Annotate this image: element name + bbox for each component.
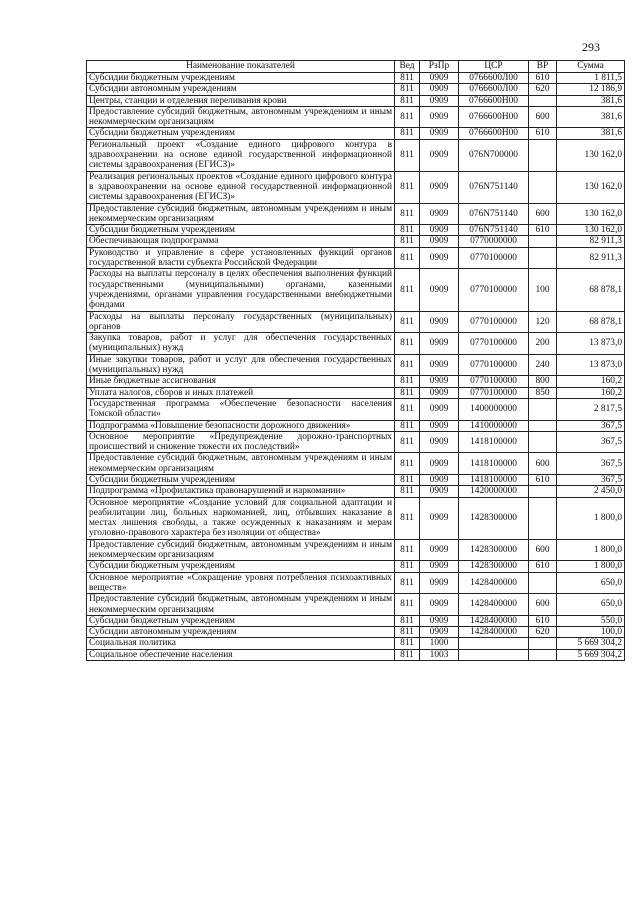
table-row: [87, 354, 625, 376]
cell-rzpr: 0909: [420, 106, 459, 128]
cell-csr: 0770100000: [459, 354, 529, 376]
budget-table: [86, 60, 625, 661]
cell-vr: 600: [529, 594, 557, 616]
cell-sum: 1 811,5: [557, 73, 625, 84]
cell-rzpr: 0909: [420, 539, 459, 561]
cell-name: Государственная программа «Обеспечение безопасности населения Томской области»: [87, 398, 395, 420]
cell-csr: 076N751140: [459, 203, 529, 225]
table-row: [87, 247, 625, 269]
cell-sum: 5 669 304,2: [557, 638, 625, 649]
cell-vr: 800: [529, 376, 557, 387]
cell-name: Предоставление субсидий бюджетным, автономным учреждениям и иным некоммерческим организациям: [87, 453, 395, 475]
cell-ved: 811: [395, 627, 420, 638]
cell-vr: [529, 486, 557, 497]
table-row: [87, 497, 625, 539]
cell-ved: 811: [395, 572, 420, 594]
cell-rzpr: 0909: [420, 561, 459, 572]
cell-vr: 240: [529, 354, 557, 376]
cell-csr: 0766600Л00: [459, 84, 529, 95]
cell-rzpr: 0909: [420, 474, 459, 485]
cell-ved: 811: [395, 311, 420, 333]
cell-name: Расходы на выплаты персоналу в целях обеспечения выполнения функций государственными (муниципальными) органами, казенными учреждениями, органами управления государственными внебюджетными фондами: [87, 269, 395, 311]
cell-csr: 0770100000: [459, 333, 529, 355]
cell-rzpr: 0909: [420, 572, 459, 594]
cell-vr: 620: [529, 84, 557, 95]
cell-ved: 811: [395, 171, 420, 203]
cell-vr: [529, 398, 557, 420]
cell-csr: 1428300000: [459, 497, 529, 539]
cell-sum: 82 911,3: [557, 236, 625, 247]
cell-vr: [529, 236, 557, 247]
cell-rzpr: 0909: [420, 333, 459, 355]
cell-ved: 811: [395, 95, 420, 106]
table-row: [87, 638, 625, 649]
cell-vr: [529, 497, 557, 539]
cell-csr: 0770000000: [459, 236, 529, 247]
cell-vr: 610: [529, 615, 557, 626]
cell-rzpr: 0909: [420, 247, 459, 269]
cell-name: Подпрограмма «Профилактика правонарушений и наркомании»: [87, 486, 395, 497]
table-row: [87, 431, 625, 453]
cell-sum: 100,0: [557, 627, 625, 638]
cell-ved: 811: [395, 649, 420, 660]
table-body: [87, 73, 625, 661]
table-row: [87, 84, 625, 95]
table-row: [87, 269, 625, 311]
cell-csr: 1428300000: [459, 561, 529, 572]
cell-sum: 1 800,0: [557, 497, 625, 539]
cell-name: Региональный проект «Создание единого цифрового контура в здравоохранении на основе единой государственной информационной системы здравоохранения (ЕГИСЗ)»: [87, 139, 395, 171]
cell-sum: 381,6: [557, 95, 625, 106]
cell-csr: 0766600Н00: [459, 106, 529, 128]
cell-vr: [529, 139, 557, 171]
cell-ved: 811: [395, 615, 420, 626]
cell-csr: 1428400000: [459, 594, 529, 616]
cell-sum: 381,6: [557, 128, 625, 139]
cell-vr: 850: [529, 387, 557, 398]
cell-csr: 1420000000: [459, 486, 529, 497]
cell-sum: 2 817,5: [557, 398, 625, 420]
cell-name: Подпрограмма «Повышение безопасности дорожного движения»: [87, 420, 395, 431]
cell-ved: 811: [395, 474, 420, 485]
table-row: [87, 594, 625, 616]
cell-csr: 0770100000: [459, 311, 529, 333]
table-row: [87, 106, 625, 128]
cell-sum: 160,2: [557, 376, 625, 387]
table-row: [87, 572, 625, 594]
cell-ved: 811: [395, 387, 420, 398]
cell-sum: 68 878,1: [557, 269, 625, 311]
cell-ved: 811: [395, 106, 420, 128]
cell-rzpr: 0909: [420, 139, 459, 171]
cell-name: Основное мероприятие «Предупреждение дорожно-транспортных происшествий и снижение тяжести их последствий»: [87, 431, 395, 453]
cell-vr: 600: [529, 539, 557, 561]
cell-sum: 130 162,0: [557, 139, 625, 171]
cell-name: Реализация региональных проектов «Создание единого цифрового контура в здравоохранении на основе единой государственной информационной системы здравоохранения (ЕГИСЗ)»: [87, 171, 395, 203]
table-header-row: [87, 61, 625, 73]
cell-name: Расходы на выплаты персоналу государственных (муниципальных) органов: [87, 311, 395, 333]
cell-ved: 811: [395, 398, 420, 420]
cell-rzpr: 0909: [420, 311, 459, 333]
table-row: [87, 95, 625, 106]
cell-ved: 811: [395, 539, 420, 561]
cell-name: Предоставление субсидий бюджетным, автономным учреждениям и иным некоммерческим организациям: [87, 539, 395, 561]
cell-name: Субсидии бюджетным учреждениям: [87, 225, 395, 236]
cell-name: Иные закупки товаров, работ и услуг для обеспечения государственных (муниципальных) нужд: [87, 354, 395, 376]
cell-sum: 130 162,0: [557, 225, 625, 236]
cell-rzpr: 0909: [420, 594, 459, 616]
cell-rzpr: 0909: [420, 453, 459, 475]
table-row: [87, 171, 625, 203]
cell-name: Субсидии автономным учреждениям: [87, 627, 395, 638]
cell-vr: [529, 638, 557, 649]
cell-vr: [529, 431, 557, 453]
cell-sum: 381,6: [557, 106, 625, 128]
cell-vr: 610: [529, 561, 557, 572]
cell-ved: 811: [395, 354, 420, 376]
cell-sum: 13 873,0: [557, 333, 625, 355]
cell-name: Субсидии бюджетным учреждениям: [87, 128, 395, 139]
cell-name: Субсидии бюджетным учреждениям: [87, 615, 395, 626]
cell-ved: 811: [395, 84, 420, 95]
cell-sum: 68 878,1: [557, 311, 625, 333]
table-row: [87, 333, 625, 355]
cell-rzpr: 0909: [420, 398, 459, 420]
table-row: [87, 225, 625, 236]
cell-rzpr: 0909: [420, 84, 459, 95]
cell-csr: 076N700000: [459, 139, 529, 171]
table-row: [87, 453, 625, 475]
page-number: 293: [582, 40, 600, 54]
cell-ved: 811: [395, 420, 420, 431]
cell-sum: 2 450,0: [557, 486, 625, 497]
cell-rzpr: 0909: [420, 128, 459, 139]
cell-csr: 1418100000: [459, 474, 529, 485]
cell-csr: 1418100000: [459, 453, 529, 475]
cell-vr: [529, 171, 557, 203]
cell-sum: 12 186,9: [557, 84, 625, 95]
cell-vr: [529, 572, 557, 594]
cell-csr: 0770100000: [459, 376, 529, 387]
cell-csr: 0766600Н00: [459, 95, 529, 106]
cell-sum: 650,0: [557, 594, 625, 616]
cell-name: Субсидии бюджетным учреждениям: [87, 73, 395, 84]
cell-vr: 600: [529, 106, 557, 128]
cell-sum: 367,5: [557, 420, 625, 431]
cell-rzpr: 0909: [420, 387, 459, 398]
cell-sum: 82 911,3: [557, 247, 625, 269]
cell-ved: 811: [395, 376, 420, 387]
cell-vr: 600: [529, 203, 557, 225]
table-row: [87, 387, 625, 398]
cell-ved: 811: [395, 431, 420, 453]
cell-sum: 367,5: [557, 431, 625, 453]
cell-vr: 610: [529, 474, 557, 485]
header-name: Наименование показателей: [87, 61, 395, 73]
cell-name: Субсидии бюджетным учреждениям: [87, 474, 395, 485]
cell-csr: 1428300000: [459, 539, 529, 561]
cell-sum: 367,5: [557, 474, 625, 485]
cell-sum: 550,0: [557, 615, 625, 626]
cell-name: Обеспечивающая подпрограмма: [87, 236, 395, 247]
cell-csr: 1418100000: [459, 431, 529, 453]
cell-ved: 811: [395, 333, 420, 355]
cell-rzpr: 0909: [420, 486, 459, 497]
cell-csr: 1400000000: [459, 398, 529, 420]
cell-ved: 811: [395, 561, 420, 572]
cell-rzpr: 0909: [420, 431, 459, 453]
cell-rzpr: 1003: [420, 649, 459, 660]
table-row: [87, 420, 625, 431]
header-vr: ВР: [529, 61, 557, 73]
cell-csr: 0770100000: [459, 269, 529, 311]
cell-ved: 811: [395, 73, 420, 84]
cell-rzpr: 0909: [420, 171, 459, 203]
table-row: [87, 649, 625, 660]
cell-sum: 130 162,0: [557, 203, 625, 225]
table-row: [87, 376, 625, 387]
cell-sum: 367,5: [557, 453, 625, 475]
cell-rzpr: 0909: [420, 269, 459, 311]
header-csr: ЦСР: [459, 61, 529, 73]
cell-name: Предоставление субсидий бюджетным, автономным учреждениям и иным некоммерческим организациям: [87, 203, 395, 225]
cell-rzpr: 0909: [420, 95, 459, 106]
header-sum: Сумма: [557, 61, 625, 73]
cell-sum: 130 162,0: [557, 171, 625, 203]
cell-csr: 1428400000: [459, 572, 529, 594]
cell-rzpr: 0909: [420, 203, 459, 225]
cell-name: Иные бюджетные ассигнования: [87, 376, 395, 387]
cell-rzpr: 0909: [420, 615, 459, 626]
cell-ved: 811: [395, 638, 420, 649]
cell-rzpr: 0909: [420, 236, 459, 247]
cell-ved: 811: [395, 236, 420, 247]
cell-name: Центры, станции и отделения переливания крови: [87, 95, 395, 106]
cell-vr: [529, 420, 557, 431]
cell-csr: 1410000000: [459, 420, 529, 431]
cell-rzpr: 0909: [420, 225, 459, 236]
cell-vr: 610: [529, 128, 557, 139]
cell-name: Основное мероприятие «Создание условий для социальной адаптации и реабилитации лиц, больных наркоманией, лиц, отбывших наказание в местах лишения свободы, а также осужденных к наказаниям и мерам уголовно-правового характера без изоляции от общества»: [87, 497, 395, 539]
cell-sum: 5 669 304,2: [557, 649, 625, 660]
cell-sum: 1 800,0: [557, 539, 625, 561]
cell-csr: 0770100000: [459, 247, 529, 269]
table-row: [87, 398, 625, 420]
cell-ved: 811: [395, 203, 420, 225]
cell-csr: 1428400000: [459, 627, 529, 638]
cell-sum: 13 873,0: [557, 354, 625, 376]
header-rzpr: РзПр: [420, 61, 459, 73]
cell-ved: 811: [395, 139, 420, 171]
cell-csr: [459, 638, 529, 649]
cell-rzpr: 0909: [420, 497, 459, 539]
cell-ved: 811: [395, 594, 420, 616]
cell-name: Руководство и управление в сфере установленных функций органов государственной власти субъекта Российской Федерации: [87, 247, 395, 269]
table-row: [87, 627, 625, 638]
cell-name: Социальная политика: [87, 638, 395, 649]
cell-sum: 160,2: [557, 387, 625, 398]
cell-name: Основное мероприятие «Сокращение уровня потребления психоактивных веществ»: [87, 572, 395, 594]
cell-sum: 650,0: [557, 572, 625, 594]
cell-name: Закупка товаров, работ и услуг для обеспечения государственных (муниципальных) нужд: [87, 333, 395, 355]
table-row: [87, 539, 625, 561]
table-row: [87, 73, 625, 84]
cell-name: Предоставление субсидий бюджетным, автономным учреждениям и иным некоммерческим организациям: [87, 106, 395, 128]
cell-vr: 620: [529, 627, 557, 638]
cell-ved: 811: [395, 128, 420, 139]
cell-vr: 600: [529, 453, 557, 475]
cell-vr: [529, 95, 557, 106]
table-row: [87, 561, 625, 572]
cell-ved: 811: [395, 247, 420, 269]
cell-csr: 1428400000: [459, 615, 529, 626]
cell-rzpr: 0909: [420, 627, 459, 638]
cell-name: Социальное обеспечение населения: [87, 649, 395, 660]
table-row: [87, 474, 625, 485]
table-row: [87, 486, 625, 497]
cell-name: Уплата налогов, сборов и иных платежей: [87, 387, 395, 398]
cell-vr: 200: [529, 333, 557, 355]
cell-sum: 1 800,0: [557, 561, 625, 572]
cell-vr: [529, 247, 557, 269]
cell-name: Субсидии бюджетным учреждениям: [87, 561, 395, 572]
table-row: [87, 615, 625, 626]
table-row: [87, 128, 625, 139]
cell-vr: 610: [529, 225, 557, 236]
cell-rzpr: 0909: [420, 376, 459, 387]
header-ved: Вед: [395, 61, 420, 73]
table-row: [87, 203, 625, 225]
cell-csr: 076N751140: [459, 225, 529, 236]
table-row: [87, 311, 625, 333]
cell-csr: [459, 649, 529, 660]
cell-rzpr: 0909: [420, 420, 459, 431]
cell-ved: 811: [395, 453, 420, 475]
cell-csr: 0770100000: [459, 387, 529, 398]
cell-name: Субсидии автономным учреждениям: [87, 84, 395, 95]
cell-rzpr: 1000: [420, 638, 459, 649]
cell-vr: 610: [529, 73, 557, 84]
cell-csr: 0766600Л00: [459, 73, 529, 84]
cell-rzpr: 0909: [420, 73, 459, 84]
cell-ved: 811: [395, 486, 420, 497]
cell-ved: 811: [395, 225, 420, 236]
table-row: [87, 139, 625, 171]
cell-csr: 076N751140: [459, 171, 529, 203]
cell-ved: 811: [395, 269, 420, 311]
cell-vr: 100: [529, 269, 557, 311]
cell-vr: 120: [529, 311, 557, 333]
cell-rzpr: 0909: [420, 354, 459, 376]
cell-vr: [529, 649, 557, 660]
cell-ved: 811: [395, 497, 420, 539]
cell-csr: 0766600Н00: [459, 128, 529, 139]
cell-name: Предоставление субсидий бюджетным, автономным учреждениям и иным некоммерческим организациям: [87, 594, 395, 616]
table-row: [87, 236, 625, 247]
